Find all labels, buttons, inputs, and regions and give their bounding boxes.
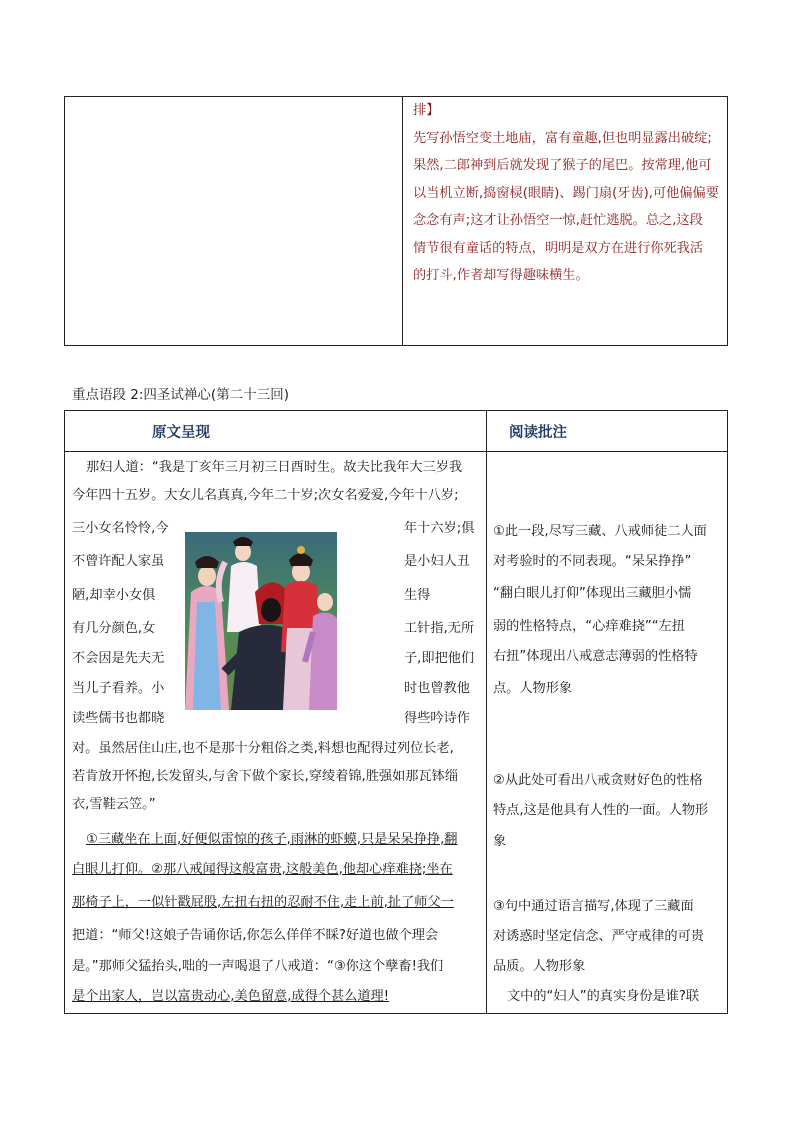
note-line: 对考验时的不同表现。“呆呆挣挣” [493, 554, 692, 569]
underlined-line: 白眼儿打仰。②那八戒闻得这般富贵,这般美色,他却心痒难挠;坐在 [72, 862, 453, 877]
table-column-divider [402, 96, 403, 346]
text-line: 那妇人道：“我是丁亥年三月初三日酉时生。故夫比我年大三岁我 [86, 460, 463, 475]
text-line: 对。虽然居住山庄,也不是那十分粗俗之类,料想也配得过列位长老, [72, 741, 454, 756]
text-line: 三小女名怜怜,今 [72, 521, 169, 536]
text-line: 不曾许配人家虽 [72, 554, 165, 569]
text-line: 子,即把他们 [404, 651, 475, 666]
underlined-line: ①三藏坐在上面,好便似雷惊的孩子,雨淋的虾蟆,只是呆呆挣挣,翻 [86, 832, 458, 847]
annotation-line: 果然,二郎神到后就发现了猴子的尾巴。按常理,他可 [413, 158, 712, 173]
text-line: 工针指,无所 [404, 621, 475, 636]
section-heading: 重点语段 2:四圣试禅心(第二十三回) [72, 387, 289, 403]
note-line: 右扭”体现出八戒意志薄弱的性格特 [493, 649, 698, 664]
text-line: 衣,雪鞋云笠。” [72, 797, 156, 812]
note-line: ③句中通过语言描写,体现了三藏面 [493, 899, 694, 914]
text-line: 时也曾教他 [404, 681, 470, 696]
text-line: 得些吟诗作 [404, 711, 470, 726]
text-line: 当儿子看养。小 [72, 681, 165, 696]
text-line: 若肯放开怀抱,长发留头,与舍下做个家长,穿绫着锦,胜强如那瓦钵缁 [72, 769, 459, 784]
illustration-four-women-scene [185, 532, 337, 710]
annotation-line: 念念有声;这才让孙悟空一惊,赶忙逃脱。总之,这段 [413, 213, 703, 228]
annotation-line: 先写孙悟空变土地庙，富有童趣,但也明显露出破绽; [413, 130, 712, 146]
annotation-line: 排】 [413, 103, 440, 118]
illustration-drawing [185, 532, 337, 710]
note-line: 对诱惑时坚定信念、严守戒律的可贵 [493, 929, 704, 944]
annotation-cell [413, 97, 723, 290]
note-line: 特点,这是他具有人性的一面。人物形 [493, 803, 709, 818]
text-line: 今年四十五岁。大女儿名真真,今年二十岁;次女名爱爱,今年十八岁; [72, 488, 459, 503]
text-line: 有几分颜色,女 [72, 621, 156, 636]
note-line: 点。人物形象 [493, 681, 573, 696]
annotation-line: 的打斗,作者却写得趣味横生。 [413, 268, 589, 283]
table-header-rule [64, 451, 728, 452]
note-line: 象 [493, 834, 507, 849]
annotation-line: 以当机立断,捣窗棂(眼睛)、踢门扇(牙齿),可他偏偏要 [413, 185, 719, 201]
note-line: 品质。人物形象 [493, 959, 586, 974]
note-line: 文中的“妇人”的真实身份是谁?联 [507, 989, 700, 1004]
column-header-original-text: 原文呈现 [152, 425, 210, 441]
text-line: 不会因是先夫无 [72, 651, 165, 666]
note-line: ①此一段,尽写三藏、八戒师徒二人面 [493, 524, 707, 539]
text-line: 读些儒书也都晓 [72, 711, 165, 726]
note-line: ②从此处可看出八戒贪财好色的性格 [493, 773, 703, 788]
text-line: 是小妇人丑 [404, 554, 470, 569]
text-line: 把道：“师父!这娘子告诵你话,你怎么佯佯不睬?好道也做个理会 [72, 928, 439, 943]
underlined-line: 是个出家人，岂以富贵动心,美色留意,成得个甚么道理! [72, 989, 389, 1004]
note-line: 弱的性格特点，“心痒难挠”“左扭 [493, 619, 685, 634]
text-line: 是。”那师父猛抬头,咄的一声喝退了八戒道：“③你这个孽畜!我们 [72, 959, 444, 974]
text-line: 年十六岁;俱 [404, 521, 475, 536]
column-header-annotations: 阅读批注 [509, 425, 567, 441]
table-column-divider [486, 410, 487, 1014]
annotation-line: 情节很有童话的特点，明明是双方在进行你死我活 [413, 240, 704, 256]
text-line: 生得 [404, 588, 431, 603]
underlined-line: 那椅子上，一似针戳屁股,左扭右扭的忍耐不住,走上前,扯了师父一 [72, 895, 454, 910]
note-line: “翻白眼儿打仰”体现出三藏胆小懦 [493, 586, 692, 601]
text-line: 陋,却幸小女俱 [72, 588, 156, 603]
